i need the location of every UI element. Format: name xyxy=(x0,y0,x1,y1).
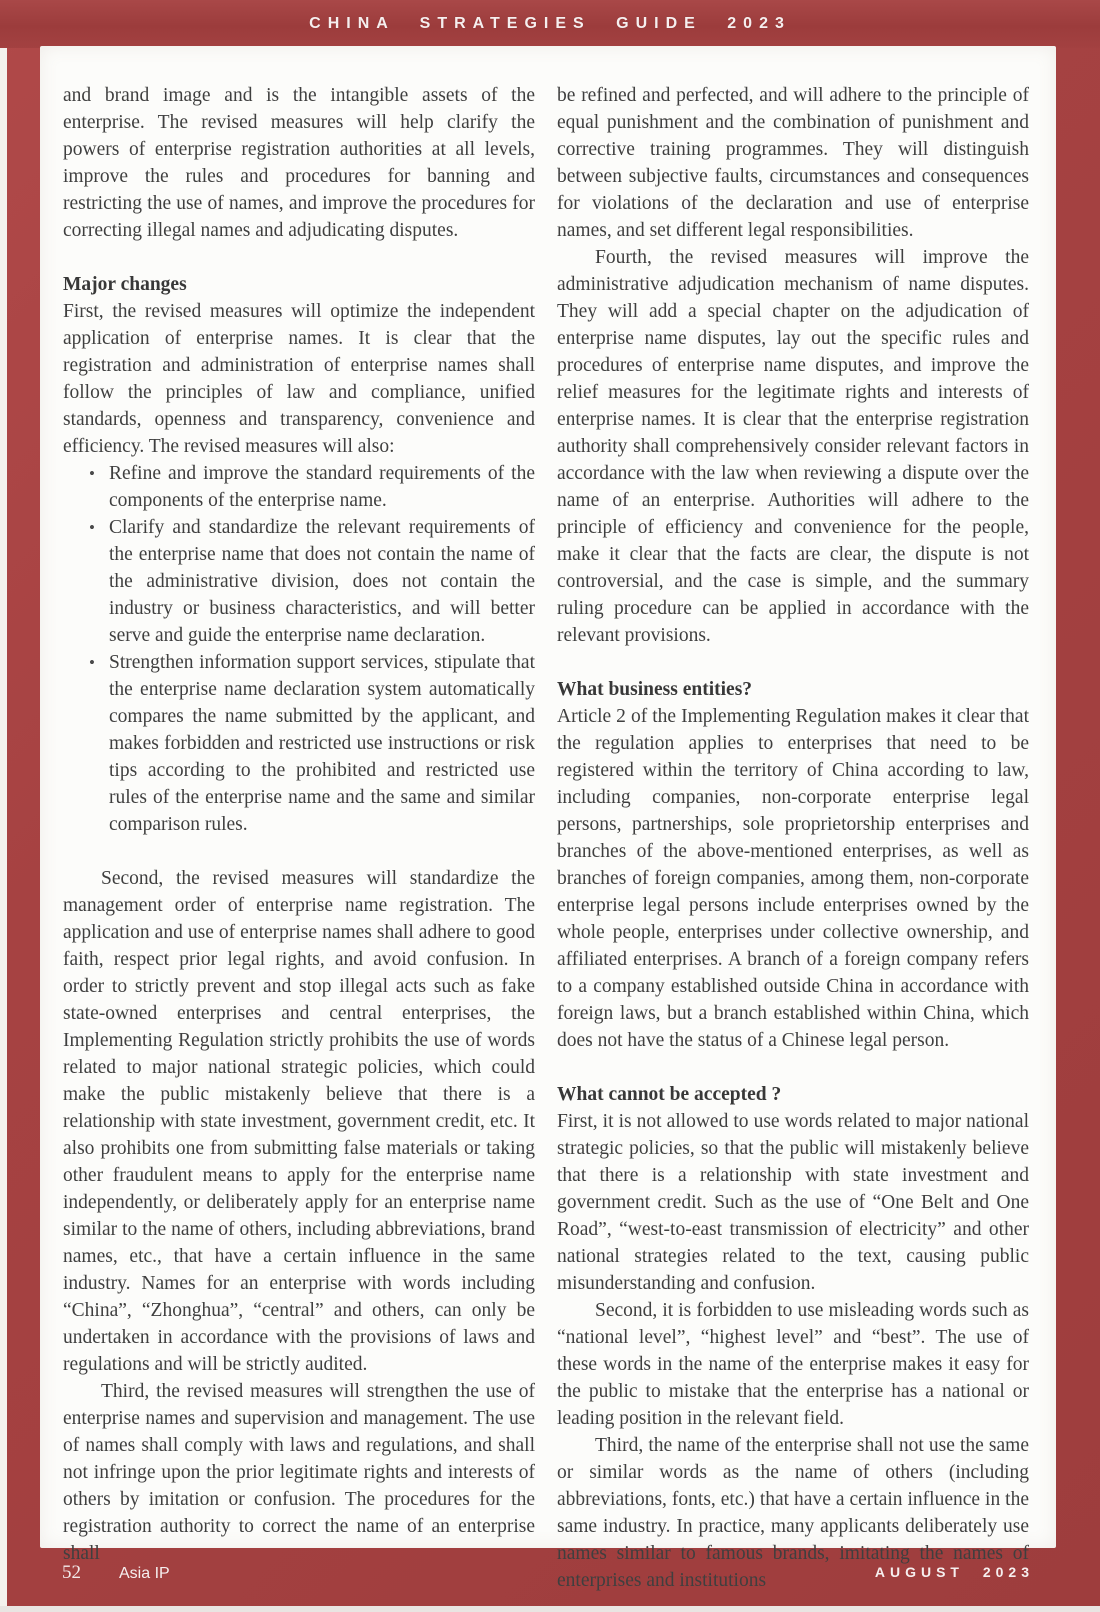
cannot-accept-first-paragraph: First, it is not allowed to use words related to major national strategic policies, so that the public will mistakenly believe that there is a relationship with state investment and government credit. Such as the use of “One Belt and One Road”, “west-to-east transmission of electricity” and other national strategies related to the text, causing public misunderstanding and confusion. xyxy=(557,1111,1029,1294)
continuation-paragraph: be refined and perfected, and will adhere to the principle of equal punishment and the combination of punishment and corrective training programmes. They will distinguish between subjective faults, circumstances and consequences for violations of the declaration and use of enterprise names, and set different legal responsibilities. xyxy=(557,85,1029,241)
bullet-item: • Strengthen information support services, stipulate that the enterprise name declaration system automatically compares the name submitted by the applicant, and makes forbidden and restricted use instructions or risk tips according to the prohibited and restricted use rules of the enterprise name and the same and similar comparison rules. xyxy=(109,649,535,838)
guide-title: CHINA STRATEGIES GUIDE 2023 xyxy=(309,15,791,32)
bullet-item: • Clarify and standardize the relevant requirements of the enterprise name that does not contain the name of the administrative division, does not contain the industry or business characteristics, and will better serve and guide the enterprise name declaration. xyxy=(109,514,535,649)
page-footer-band xyxy=(0,1548,1100,1606)
footer-left-group xyxy=(62,1562,170,1584)
page-header-band xyxy=(0,0,1100,48)
left-column xyxy=(63,82,535,1594)
intro-continuation-paragraph: and brand image and is the intangible assets of the enterprise. The revised measures will help clarify the powers of enterprise registration authorities at all levels, improve the rules and procedures for banning and restricting the use of names, and improve the procedures for correcting illegal names and adjudicating disputes. xyxy=(63,85,535,241)
publication-name: Asia IP xyxy=(119,1565,170,1582)
two-column-layout xyxy=(63,82,1029,1594)
paragraph-fourth-measure: Fourth, the revised measures will improve the administrative adjudication mechanism of name disputes. They will add a special chapter on the adjudication of enterprise name disputes, lay out the specific rules and procedures of enterprise name disputes, and improve the relief measures for the legitimate rights and interests of enterprise names. It is clear that the enterprise registration authority shall comprehensively consider relevant factors in accordance with the law when reviewing a dispute over the name of an enterprise. Authorities will adhere to the principle of efficiency and convenience for the people, make it clear that the facts are clear, the dispute is not controversial, and the case is simple, and the summary ruling procedure can be applied in accordance with the relevant provisions. xyxy=(557,247,1029,646)
page-number: 52 xyxy=(62,1562,81,1583)
major-changes-bullet-list xyxy=(63,460,535,838)
cannot-accept-second-paragraph: Second, it is forbidden to use misleading words such as “national level”, “highest level” and “best”. The use of these words in the name of the enterprise makes it easy for the public to mistake that the enterprise has a national or leading position in the relevant field. xyxy=(557,1300,1029,1429)
section-heading-cannot-be-accepted: What cannot be accepted ? xyxy=(557,1084,782,1105)
issue-date: AUGUST 2023 xyxy=(874,1564,1034,1580)
cannot-accept-third-paragraph: Third, the name of the enterprise shall not use the same or similar words as the name of others (including abbreviations, fonts, etc.) that have a certain influence in the same industry. In practice, many applicants deliberately use names similar to famous brands, imitating the names of enterprises and institutions xyxy=(557,1435,1029,1591)
section-heading-business-entities: What business entities? xyxy=(557,679,753,700)
scan-edge-bottom xyxy=(0,1606,1100,1612)
bullet-item: • Refine and improve the standard requirements of the components of the enterprise name. xyxy=(109,460,535,514)
paragraph-second-measure: Second, the revised measures will standardize the management order of enterprise name registration. The application and use of enterprise names shall adhere to good faith, respect prior legal rights, and avoid confusion. In order to strictly prevent and stop illegal acts such as fake state-owned enterprises and central enterprises, the Implementing Regulation strictly prohibits the use of words related to major national strategic policies, which could make the public mistakenly believe that there is a relationship with state investment, government credit, etc. It also prohibits one from submitting false materials or taking other fraudulent means to apply for the enterprise name independently, or deliberately apply for an enterprise name similar to the name of others, including abbreviations, brand names, etc., that have a certain influence in the same industry. Names for an enterprise with words including “China”, “Zhonghua”, “central” and others, can only be undertaken in accordance with the provisions of laws and regulations and will be strictly audited. xyxy=(63,868,535,1375)
business-entities-paragraph: Article 2 of the Implementing Regulation makes it clear that the regulation applies to enterprises that need to be registered within the territory of China according to law, including companies, non-corporate enterprise legal persons, partnerships, sole proprietorship enterprises and branches of the above-mentioned enterprises, as well as branches of foreign companies, among them, non-corporate enterprise legal persons include enterprises owned by the whole people, enterprises under collective ownership, and affiliated enterprises. A branch of a foreign company refers to a company established outside China in accordance with foreign laws, but a branch established within China, which does not have the status of a Chinese legal person. xyxy=(557,706,1029,1051)
section-heading-major-changes: Major changes xyxy=(63,274,187,295)
scan-edge-left xyxy=(0,0,7,1612)
paragraph-third-measure: Third, the revised measures will strengthen the use of enterprise names and supervision and management. The use of names shall comply with laws and regulations, and shall not infringe upon the prior legitimate rights and interests of others by imitation or confusion. The procedures for the registration authority to correct the name of an enterprise shall xyxy=(63,1381,535,1564)
major-changes-intro-paragraph: First, the revised measures will optimize the independent application of enterprise names. It is clear that the registration and administration of enterprise names shall follow the principles of law and compliance, unified standards, openness and transparency, convenience and efficiency. The revised measures will also: xyxy=(63,301,535,457)
right-column xyxy=(557,82,1029,1594)
